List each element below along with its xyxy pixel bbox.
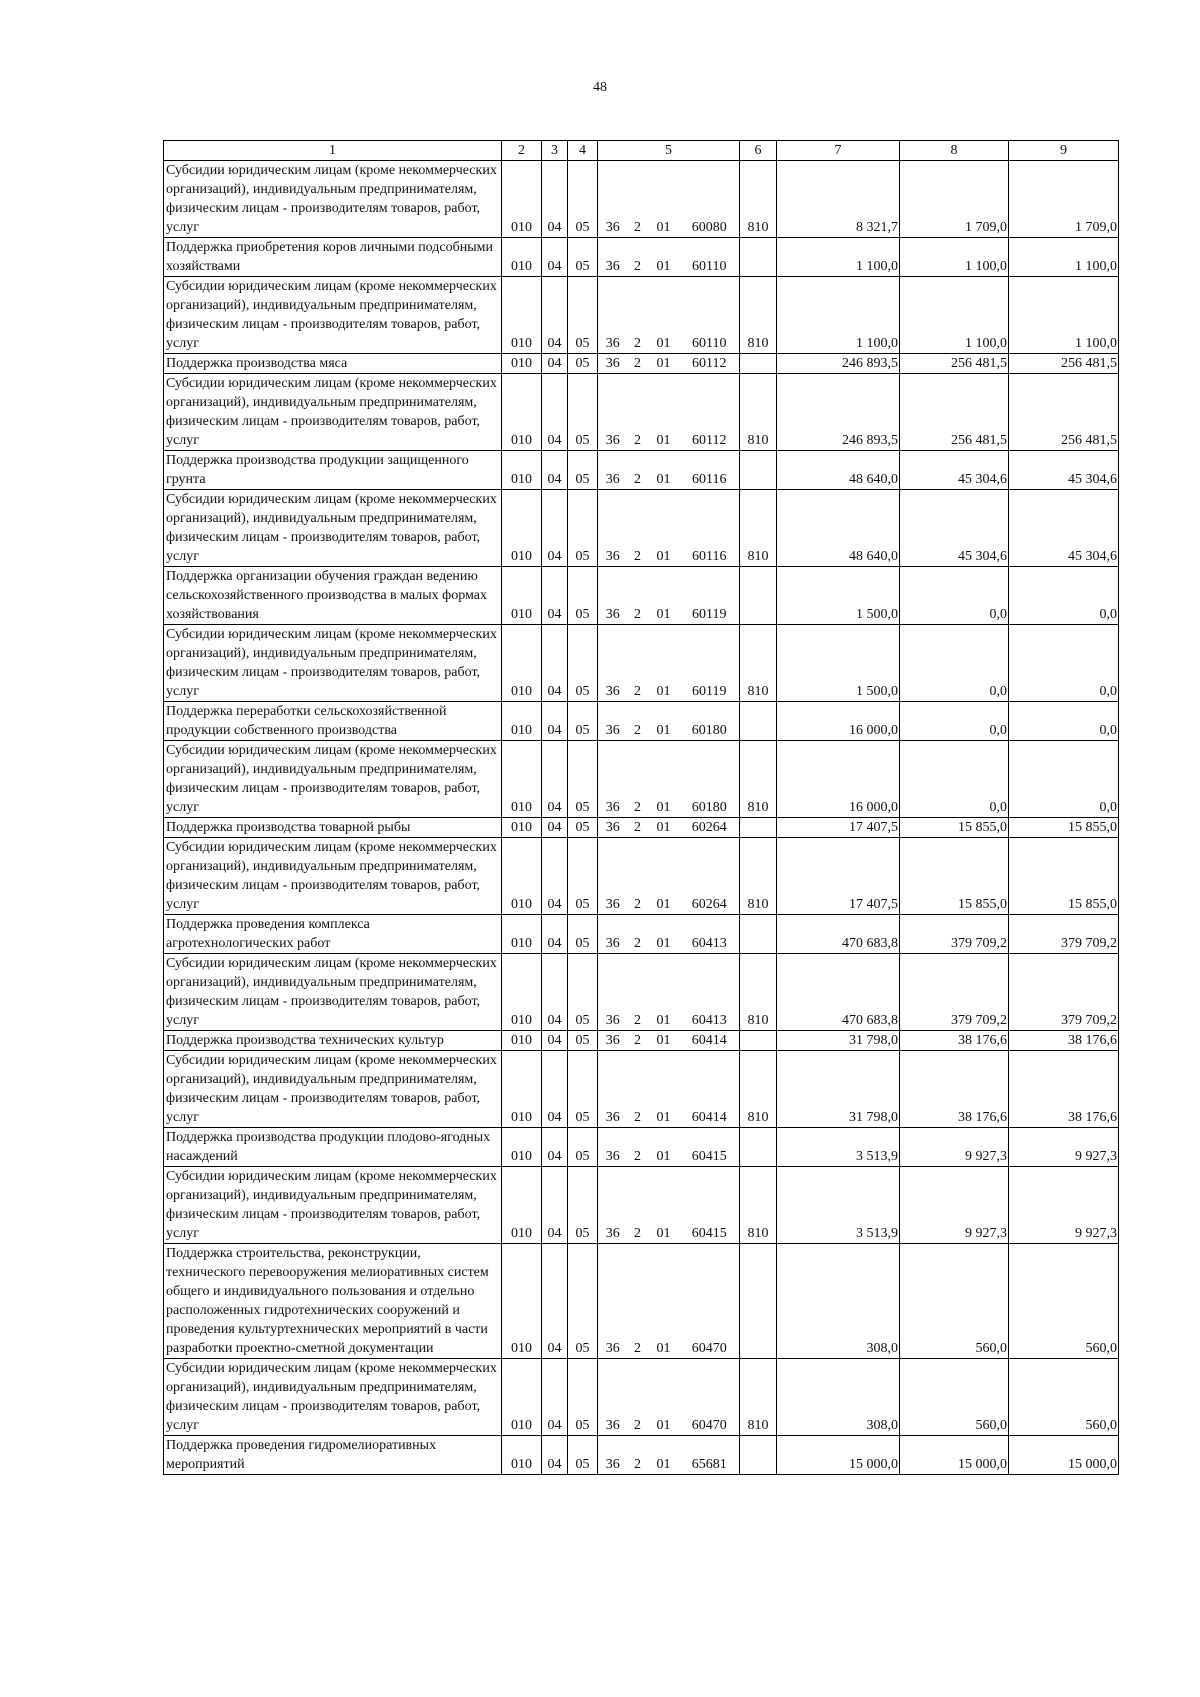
- row-cell-c4: 05: [568, 490, 598, 567]
- row-cell-c5b: 2: [628, 838, 648, 915]
- row-cell-c5a: 36: [598, 1167, 628, 1244]
- row-cell-c9: 379 709,2: [1009, 915, 1119, 954]
- row-cell-c5a: 36: [598, 625, 628, 702]
- row-cell-c4: 05: [568, 161, 598, 238]
- row-cell-c2: 010: [502, 1031, 542, 1051]
- table-row: [164, 1167, 1119, 1244]
- table-row: [164, 161, 1119, 238]
- row-cell-c5b: 2: [628, 915, 648, 954]
- row-cell-c4: 05: [568, 354, 598, 374]
- row-cell-c7: 31 798,0: [777, 1051, 900, 1128]
- row-cell-c5c: 01: [648, 915, 680, 954]
- row-cell-c5d: 60415: [680, 1128, 740, 1167]
- row-name-cell: Поддержка производства продукции защищенного грунта: [164, 451, 502, 490]
- row-cell-c3: 04: [542, 1359, 568, 1436]
- row-cell-c8: 0,0: [900, 741, 1009, 818]
- row-name-cell: Поддержка производства продукции плодово-ягодных насаждений: [164, 1128, 502, 1167]
- row-name-cell: Поддержка переработки сельскохозяйственной продукции собственного производства: [164, 702, 502, 741]
- row-cell-c2: 010: [502, 915, 542, 954]
- row-name-cell: Поддержка организации обучения граждан ведению сельскохозяйственного производства в малых формах хозяйствования: [164, 567, 502, 625]
- row-name-cell: Субсидии юридическим лицам (кроме некоммерческих организаций), индивидуальным предпринимателям, физическим лицам - производителям товаров, работ, услуг: [164, 1051, 502, 1128]
- row-cell-c3: 04: [542, 567, 568, 625]
- row-cell-c5a: 36: [598, 1436, 628, 1475]
- row-cell-c2: 010: [502, 702, 542, 741]
- row-cell-c4: 05: [568, 702, 598, 741]
- row-cell-c5b: 2: [628, 1051, 648, 1128]
- row-cell-c5c: 01: [648, 238, 680, 277]
- row-cell-c2: 010: [502, 818, 542, 838]
- row-cell-c3: 04: [542, 702, 568, 741]
- table-row: [164, 625, 1119, 702]
- row-cell-c8: 0,0: [900, 702, 1009, 741]
- row-cell-c9: 256 481,5: [1009, 354, 1119, 374]
- row-name-cell: Субсидии юридическим лицам (кроме некоммерческих организаций), индивидуальным предпринимателям, физическим лицам - производителям товаров, работ, услуг: [164, 277, 502, 354]
- row-cell-c2: 010: [502, 838, 542, 915]
- row-cell-c5b: 2: [628, 490, 648, 567]
- row-cell-c8: 379 709,2: [900, 954, 1009, 1031]
- row-name-cell: Поддержка производства товарной рыбы: [164, 818, 502, 838]
- header-cell: 9: [1009, 141, 1119, 161]
- header-cell: 7: [777, 141, 900, 161]
- row-cell-c7: 8 321,7: [777, 161, 900, 238]
- row-cell-c5d: 60264: [680, 838, 740, 915]
- row-cell-c9: 1 100,0: [1009, 277, 1119, 354]
- table-row: [164, 277, 1119, 354]
- row-cell-c6: [740, 354, 777, 374]
- row-cell-c8: 560,0: [900, 1359, 1009, 1436]
- row-cell-c6: 810: [740, 838, 777, 915]
- header-cell: 2: [502, 141, 542, 161]
- row-cell-c6: 810: [740, 490, 777, 567]
- row-cell-c8: 0,0: [900, 625, 1009, 702]
- row-cell-c6: 810: [740, 161, 777, 238]
- row-cell-c5b: 2: [628, 1167, 648, 1244]
- row-cell-c2: 010: [502, 490, 542, 567]
- row-cell-c6: [740, 567, 777, 625]
- row-cell-c7: 48 640,0: [777, 490, 900, 567]
- row-cell-c6: 810: [740, 1167, 777, 1244]
- row-cell-c3: 04: [542, 238, 568, 277]
- row-cell-c5d: 60470: [680, 1244, 740, 1359]
- row-cell-c3: 04: [542, 838, 568, 915]
- row-cell-c5b: 2: [628, 567, 648, 625]
- row-cell-c6: [740, 1128, 777, 1167]
- row-cell-c7: 17 407,5: [777, 838, 900, 915]
- row-cell-c8: 0,0: [900, 567, 1009, 625]
- row-cell-c9: 38 176,6: [1009, 1031, 1119, 1051]
- row-cell-c5a: 36: [598, 741, 628, 818]
- table-row: [164, 915, 1119, 954]
- row-cell-c7: 31 798,0: [777, 1031, 900, 1051]
- row-cell-c4: 05: [568, 818, 598, 838]
- row-cell-c5c: 01: [648, 1244, 680, 1359]
- table-row: [164, 567, 1119, 625]
- row-cell-c5d: 60116: [680, 451, 740, 490]
- row-cell-c5b: 2: [628, 1244, 648, 1359]
- row-cell-c4: 05: [568, 1051, 598, 1128]
- row-cell-c4: 05: [568, 1167, 598, 1244]
- row-cell-c8: 560,0: [900, 1244, 1009, 1359]
- row-cell-c4: 05: [568, 1436, 598, 1475]
- row-cell-c4: 05: [568, 374, 598, 451]
- row-cell-c5d: 60116: [680, 490, 740, 567]
- table-row: [164, 238, 1119, 277]
- row-name-cell: Поддержка производства технических культур: [164, 1031, 502, 1051]
- row-cell-c2: 010: [502, 277, 542, 354]
- row-name-cell: Субсидии юридическим лицам (кроме некоммерческих организаций), индивидуальным предпринимателям, физическим лицам - производителям товаров, работ, услуг: [164, 374, 502, 451]
- row-cell-c5a: 36: [598, 567, 628, 625]
- row-cell-c7: 15 000,0: [777, 1436, 900, 1475]
- row-cell-c9: 560,0: [1009, 1244, 1119, 1359]
- row-cell-c4: 05: [568, 954, 598, 1031]
- row-cell-c7: 470 683,8: [777, 915, 900, 954]
- row-cell-c6: 810: [740, 1051, 777, 1128]
- row-cell-c9: 9 927,3: [1009, 1167, 1119, 1244]
- row-cell-c9: 38 176,6: [1009, 1051, 1119, 1128]
- budget-table: [163, 140, 1119, 1475]
- row-cell-c8: 9 927,3: [900, 1128, 1009, 1167]
- row-cell-c5a: 36: [598, 1031, 628, 1051]
- row-cell-c6: 810: [740, 277, 777, 354]
- row-cell-c9: 379 709,2: [1009, 954, 1119, 1031]
- row-cell-c5b: 2: [628, 451, 648, 490]
- row-cell-c5d: 60112: [680, 354, 740, 374]
- row-cell-c3: 04: [542, 954, 568, 1031]
- row-cell-c3: 04: [542, 1244, 568, 1359]
- row-cell-c2: 010: [502, 954, 542, 1031]
- page-number: 48: [593, 80, 607, 95]
- row-cell-c3: 04: [542, 1436, 568, 1475]
- row-cell-c5b: 2: [628, 1359, 648, 1436]
- row-cell-c5c: 01: [648, 1128, 680, 1167]
- table-row: [164, 490, 1119, 567]
- row-cell-c8: 256 481,5: [900, 374, 1009, 451]
- header-cell: 3: [542, 141, 568, 161]
- row-cell-c3: 04: [542, 1051, 568, 1128]
- row-cell-c5c: 01: [648, 702, 680, 741]
- row-cell-c5b: 2: [628, 238, 648, 277]
- row-name-cell: Субсидии юридическим лицам (кроме некоммерческих организаций), индивидуальным предпринимателям, физическим лицам - производителям товаров, работ, услуг: [164, 1167, 502, 1244]
- row-cell-c6: 810: [740, 1359, 777, 1436]
- row-cell-c9: 256 481,5: [1009, 374, 1119, 451]
- row-cell-c5c: 01: [648, 161, 680, 238]
- row-cell-c5a: 36: [598, 490, 628, 567]
- row-cell-c5b: 2: [628, 277, 648, 354]
- row-cell-c9: 45 304,6: [1009, 451, 1119, 490]
- row-cell-c5c: 01: [648, 625, 680, 702]
- row-cell-c5a: 36: [598, 1359, 628, 1436]
- row-cell-c8: 15 000,0: [900, 1436, 1009, 1475]
- row-cell-c5a: 36: [598, 238, 628, 277]
- row-cell-c5d: 60180: [680, 702, 740, 741]
- row-cell-c5a: 36: [598, 818, 628, 838]
- row-cell-c9: 0,0: [1009, 702, 1119, 741]
- row-cell-c5d: 60112: [680, 374, 740, 451]
- row-cell-c9: 560,0: [1009, 1359, 1119, 1436]
- row-cell-c5d: 60414: [680, 1031, 740, 1051]
- row-cell-c3: 04: [542, 818, 568, 838]
- row-cell-c2: 010: [502, 1359, 542, 1436]
- row-cell-c9: 45 304,6: [1009, 490, 1119, 567]
- row-cell-c2: 010: [502, 451, 542, 490]
- row-cell-c5a: 36: [598, 1128, 628, 1167]
- row-cell-c5c: 01: [648, 490, 680, 567]
- row-cell-c5c: 01: [648, 741, 680, 818]
- row-name-cell: Поддержка приобретения коров личными подсобными хозяйствами: [164, 238, 502, 277]
- row-cell-c5d: 60110: [680, 277, 740, 354]
- table-row: [164, 1128, 1119, 1167]
- row-cell-c2: 010: [502, 625, 542, 702]
- row-cell-c5b: 2: [628, 374, 648, 451]
- table-body: [164, 161, 1119, 1475]
- row-cell-c6: [740, 702, 777, 741]
- row-cell-c3: 04: [542, 490, 568, 567]
- row-cell-c3: 04: [542, 741, 568, 818]
- table-row: [164, 1031, 1119, 1051]
- row-cell-c7: 1 100,0: [777, 277, 900, 354]
- row-cell-c4: 05: [568, 1359, 598, 1436]
- row-cell-c6: 810: [740, 374, 777, 451]
- row-cell-c5d: 65681: [680, 1436, 740, 1475]
- row-cell-c6: [740, 818, 777, 838]
- table-row: [164, 451, 1119, 490]
- row-cell-c5c: 01: [648, 1359, 680, 1436]
- row-cell-c5d: 60180: [680, 741, 740, 818]
- header-cell: 1: [164, 141, 502, 161]
- row-cell-c5b: 2: [628, 954, 648, 1031]
- row-cell-c8: 15 855,0: [900, 838, 1009, 915]
- row-cell-c2: 010: [502, 354, 542, 374]
- row-cell-c5a: 36: [598, 915, 628, 954]
- row-cell-c9: 1 100,0: [1009, 238, 1119, 277]
- row-cell-c3: 04: [542, 915, 568, 954]
- row-cell-c5d: 60119: [680, 567, 740, 625]
- row-cell-c9: 0,0: [1009, 625, 1119, 702]
- row-cell-c5c: 01: [648, 1167, 680, 1244]
- row-cell-c2: 010: [502, 1436, 542, 1475]
- row-cell-c5a: 36: [598, 451, 628, 490]
- row-cell-c5a: 36: [598, 374, 628, 451]
- row-cell-c7: 246 893,5: [777, 374, 900, 451]
- row-cell-c9: 15 855,0: [1009, 818, 1119, 838]
- row-cell-c3: 04: [542, 354, 568, 374]
- table-row: [164, 838, 1119, 915]
- row-cell-c6: [740, 451, 777, 490]
- row-cell-c7: 3 513,9: [777, 1128, 900, 1167]
- row-cell-c5d: 60264: [680, 818, 740, 838]
- row-cell-c5a: 36: [598, 1051, 628, 1128]
- row-cell-c5a: 36: [598, 161, 628, 238]
- row-cell-c5b: 2: [628, 741, 648, 818]
- table-row: [164, 1051, 1119, 1128]
- row-name-cell: Субсидии юридическим лицам (кроме некоммерческих организаций), индивидуальным предпринимателям, физическим лицам - производителям товаров, работ, услуг: [164, 741, 502, 818]
- row-cell-c7: 1 100,0: [777, 238, 900, 277]
- row-cell-c7: 1 500,0: [777, 567, 900, 625]
- row-cell-c3: 04: [542, 277, 568, 354]
- table-row: [164, 374, 1119, 451]
- row-cell-c3: 04: [542, 625, 568, 702]
- row-cell-c5c: 01: [648, 374, 680, 451]
- header-cell: 8: [900, 141, 1009, 161]
- row-cell-c8: 1 100,0: [900, 277, 1009, 354]
- row-cell-c5a: 36: [598, 277, 628, 354]
- row-name-cell: Субсидии юридическим лицам (кроме некоммерческих организаций), индивидуальным предпринимателям, физическим лицам - производителям товаров, работ, услуг: [164, 1359, 502, 1436]
- header-cell: 4: [568, 141, 598, 161]
- row-cell-c5d: 60470: [680, 1359, 740, 1436]
- header-cell: 6: [740, 141, 777, 161]
- row-cell-c5c: 01: [648, 451, 680, 490]
- row-name-cell: Поддержка проведения комплекса агротехнологических работ: [164, 915, 502, 954]
- row-name-cell: Субсидии юридическим лицам (кроме некоммерческих организаций), индивидуальным предпринимателям, физическим лицам - производителям товаров, работ, услуг: [164, 161, 502, 238]
- row-cell-c9: 0,0: [1009, 567, 1119, 625]
- table-row: [164, 741, 1119, 818]
- row-cell-c8: 1 100,0: [900, 238, 1009, 277]
- row-cell-c6: [740, 1244, 777, 1359]
- row-cell-c6: [740, 238, 777, 277]
- row-cell-c5d: 60110: [680, 238, 740, 277]
- row-cell-c5b: 2: [628, 354, 648, 374]
- row-cell-c4: 05: [568, 1244, 598, 1359]
- row-cell-c4: 05: [568, 741, 598, 818]
- row-cell-c2: 010: [502, 1244, 542, 1359]
- row-name-cell: Субсидии юридическим лицам (кроме некоммерческих организаций), индивидуальным предпринимателям, физическим лицам - производителям товаров, работ, услуг: [164, 954, 502, 1031]
- row-name-cell: Поддержка производства мяса: [164, 354, 502, 374]
- table-header-row: [164, 141, 1119, 161]
- row-cell-c3: 04: [542, 451, 568, 490]
- row-cell-c8: 15 855,0: [900, 818, 1009, 838]
- row-cell-c5c: 01: [648, 354, 680, 374]
- row-cell-c2: 010: [502, 1128, 542, 1167]
- row-cell-c5d: 60415: [680, 1167, 740, 1244]
- row-name-cell: Субсидии юридическим лицам (кроме некоммерческих организаций), индивидуальным предпринимателям, физическим лицам - производителям товаров, работ, услуг: [164, 625, 502, 702]
- row-cell-c4: 05: [568, 915, 598, 954]
- row-cell-c5c: 01: [648, 818, 680, 838]
- row-cell-c2: 010: [502, 161, 542, 238]
- row-cell-c3: 04: [542, 1031, 568, 1051]
- table-row: [164, 954, 1119, 1031]
- row-cell-c5b: 2: [628, 702, 648, 741]
- table-row: [164, 702, 1119, 741]
- row-cell-c7: 246 893,5: [777, 354, 900, 374]
- row-cell-c2: 010: [502, 1167, 542, 1244]
- row-cell-c5a: 36: [598, 838, 628, 915]
- row-cell-c8: 38 176,6: [900, 1031, 1009, 1051]
- row-cell-c5b: 2: [628, 818, 648, 838]
- row-cell-c9: 15 855,0: [1009, 838, 1119, 915]
- row-cell-c5d: 60413: [680, 954, 740, 1031]
- table-row: [164, 1244, 1119, 1359]
- row-cell-c5b: 2: [628, 1031, 648, 1051]
- row-cell-c5c: 01: [648, 1031, 680, 1051]
- row-cell-c5b: 2: [628, 1128, 648, 1167]
- row-cell-c7: 308,0: [777, 1244, 900, 1359]
- row-name-cell: Поддержка проведения гидромелиоративных мероприятий: [164, 1436, 502, 1475]
- row-cell-c8: 1 709,0: [900, 161, 1009, 238]
- row-cell-c8: 379 709,2: [900, 915, 1009, 954]
- row-cell-c5d: 60080: [680, 161, 740, 238]
- row-cell-c4: 05: [568, 567, 598, 625]
- row-cell-c8: 38 176,6: [900, 1051, 1009, 1128]
- table-row: [164, 1436, 1119, 1475]
- row-cell-c5d: 60413: [680, 915, 740, 954]
- row-cell-c5d: 60414: [680, 1051, 740, 1128]
- row-cell-c7: 308,0: [777, 1359, 900, 1436]
- table-row: [164, 1359, 1119, 1436]
- row-cell-c3: 04: [542, 161, 568, 238]
- row-cell-c5c: 01: [648, 567, 680, 625]
- row-cell-c5b: 2: [628, 161, 648, 238]
- row-cell-c5b: 2: [628, 1436, 648, 1475]
- row-cell-c8: 9 927,3: [900, 1167, 1009, 1244]
- row-cell-c5c: 01: [648, 838, 680, 915]
- row-cell-c5a: 36: [598, 1244, 628, 1359]
- row-name-cell: Субсидии юридическим лицам (кроме некоммерческих организаций), индивидуальным предпринимателям, физическим лицам - производителям товаров, работ, услуг: [164, 490, 502, 567]
- row-cell-c5a: 36: [598, 954, 628, 1031]
- row-cell-c9: 9 927,3: [1009, 1128, 1119, 1167]
- row-cell-c8: 45 304,6: [900, 451, 1009, 490]
- row-cell-c6: [740, 915, 777, 954]
- row-cell-c2: 010: [502, 741, 542, 818]
- header-cell: 5: [598, 141, 740, 161]
- row-cell-c2: 010: [502, 238, 542, 277]
- row-cell-c4: 05: [568, 1031, 598, 1051]
- row-name-cell: Поддержка строительства, реконструкции, технического перевооружения мелиоративных систем общего и индивидуального пользования и отдельно расположенных гидротехнических сооружений и проведения культуртехнических мероприятий в части разработки проектно-сметной документации: [164, 1244, 502, 1359]
- row-cell-c7: 16 000,0: [777, 702, 900, 741]
- row-cell-c6: [740, 1031, 777, 1051]
- row-cell-c5d: 60119: [680, 625, 740, 702]
- table-row: [164, 818, 1119, 838]
- row-cell-c6: 810: [740, 954, 777, 1031]
- row-cell-c5c: 01: [648, 954, 680, 1031]
- table-row: [164, 354, 1119, 374]
- row-cell-c6: 810: [740, 741, 777, 818]
- row-cell-c8: 45 304,6: [900, 490, 1009, 567]
- row-cell-c5c: 01: [648, 1436, 680, 1475]
- row-name-cell: Субсидии юридическим лицам (кроме некоммерческих организаций), индивидуальным предпринимателям, физическим лицам - производителям товаров, работ, услуг: [164, 838, 502, 915]
- row-cell-c4: 05: [568, 625, 598, 702]
- row-cell-c7: 17 407,5: [777, 818, 900, 838]
- row-cell-c7: 16 000,0: [777, 741, 900, 818]
- row-cell-c5a: 36: [598, 702, 628, 741]
- row-cell-c4: 05: [568, 838, 598, 915]
- row-cell-c5b: 2: [628, 625, 648, 702]
- row-cell-c6: [740, 1436, 777, 1475]
- row-cell-c5a: 36: [598, 354, 628, 374]
- row-cell-c2: 010: [502, 567, 542, 625]
- row-cell-c3: 04: [542, 1128, 568, 1167]
- row-cell-c4: 05: [568, 1128, 598, 1167]
- row-cell-c8: 256 481,5: [900, 354, 1009, 374]
- row-cell-c2: 010: [502, 374, 542, 451]
- row-cell-c7: 470 683,8: [777, 954, 900, 1031]
- row-cell-c4: 05: [568, 451, 598, 490]
- row-cell-c4: 05: [568, 277, 598, 354]
- row-cell-c9: 15 000,0: [1009, 1436, 1119, 1475]
- row-cell-c2: 010: [502, 1051, 542, 1128]
- row-cell-c5c: 01: [648, 1051, 680, 1128]
- row-cell-c9: 0,0: [1009, 741, 1119, 818]
- row-cell-c6: 810: [740, 625, 777, 702]
- row-cell-c3: 04: [542, 1167, 568, 1244]
- row-cell-c4: 05: [568, 238, 598, 277]
- row-cell-c5c: 01: [648, 277, 680, 354]
- row-cell-c7: 3 513,9: [777, 1167, 900, 1244]
- row-cell-c9: 1 709,0: [1009, 161, 1119, 238]
- row-cell-c7: 1 500,0: [777, 625, 900, 702]
- row-cell-c7: 48 640,0: [777, 451, 900, 490]
- row-cell-c3: 04: [542, 374, 568, 451]
